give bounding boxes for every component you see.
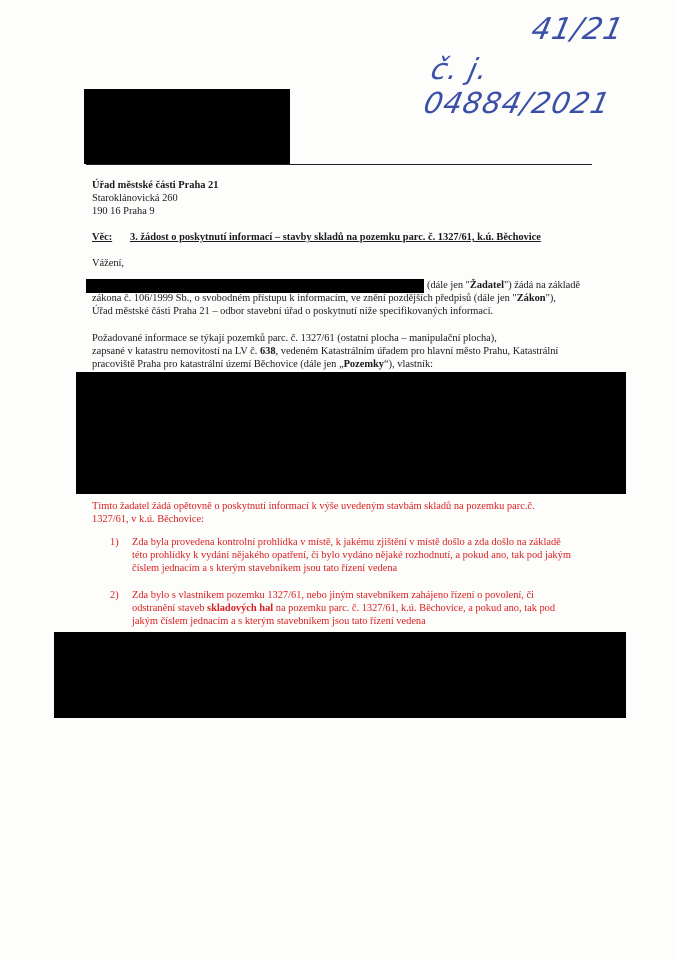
p2-line3-a: pracoviště Praha pro katastrální území Běchovice (dále jen „: [92, 359, 344, 370]
redacted-applicant-name: [86, 279, 424, 293]
request-item-1-line-1: Zda byla provedena kontrolní prohlídka v místě, k jakému zjištění v místě došlo a zda došlo na základě: [132, 537, 561, 548]
salutation: Vážení,: [92, 258, 125, 269]
p1-law-term: Zákon: [516, 293, 546, 304]
paragraph-2-line-1: Požadované informace se týkají pozemků parc. č. 1327/61 (ostatní plocha – manipulační plocha),: [92, 333, 497, 344]
paragraph-1-line-3: Úřad městské části Praha 21 – odbor stavební úřad o poskytnutí níže specifikovaných informací.: [92, 306, 494, 317]
subject-text: 3. žádost o poskytnutí informací – stavby skladů na pozemku parc. č. 1327/61, k.ú. Běchovice: [130, 232, 541, 243]
request-item-1-line-2: této prohlídky k vydání nějakého opatření, či bylo vydáno nějaké rozhodnutí, a pokud ano, tak pod jakým: [132, 550, 571, 561]
request-item-1-number: 1): [110, 537, 119, 548]
header-divider: [86, 164, 592, 165]
item2-warehouse-term: skladových hal: [207, 603, 274, 614]
item2-line2-b: na pozemku parc. č. 1327/61, k.ú. Běchovice, a pokud ano, tak pod: [273, 603, 556, 614]
request-item-1-line-3: číslem jednacím a s kterým stavebníkem jsou tato řízení vedena: [132, 563, 398, 574]
recipient-office: Úřad městské části Praha 21: [92, 180, 219, 191]
paragraph-2-line-3: [92, 359, 433, 372]
paragraph-1-line-1: [427, 280, 580, 293]
recipient-city: 190 16 Praha 9: [92, 206, 155, 217]
paragraph-2-line-2: [92, 346, 558, 359]
request-intro-line-2: 1327/61, v k.ú. Běchovice:: [92, 514, 204, 525]
request-intro-line-1: Tímto žadatel žádá opětovně o poskytnutí informací k výše uvedeným stavbám skladů na pozemku parc.č.: [92, 501, 535, 512]
request-item-2-number: 2): [110, 590, 119, 601]
recipient-street: Staroklánovická 260: [92, 193, 178, 204]
p1-applicant-term: Žadatel: [469, 280, 504, 291]
redacted-owner-block: [76, 372, 626, 494]
p2-lv-number: 638: [259, 346, 276, 357]
p1-tail-a: (dále jen ": [427, 280, 470, 291]
p2-line3-b: “), vlastník:: [383, 359, 434, 370]
p1-line2-a: zákona č. 106/1999 Sb., o svobodném přístupu k informacím, ve znění pozdějších předpisů (dále jen ": [92, 293, 517, 304]
item2-line2-a: odstranění staveb: [132, 603, 208, 614]
paragraph-1-line-2: [92, 293, 556, 306]
request-item-2-line-2: [132, 603, 555, 616]
request-item-2-line-3: jakým číslem jednacím a s kterým stavebníkem jsou tato řízení vedena: [132, 616, 426, 627]
subject-label: Věc:: [92, 232, 113, 243]
p1-tail-b: ") žádá na základě: [503, 280, 581, 291]
redacted-bottom-block: [54, 632, 626, 718]
redacted-sender-block: [84, 89, 290, 164]
p1-line2-b: "),: [545, 293, 556, 304]
p2-line2-b: , vedeném Katastrálním úřadem pro hlavní město Prahu, Katastrální: [275, 346, 559, 357]
handwritten-file-number: 41/21: [528, 12, 628, 47]
p2-plots-term: Pozemky: [343, 359, 384, 370]
p2-line2-a: zapsané v katastru nemovitostí na LV č.: [92, 346, 260, 357]
handwritten-reference-number: č. j. 04884/2021: [420, 52, 614, 120]
request-item-2-line-1: Zda bylo s vlastníkem pozemku 1327/61, nebo jiným stavebníkem zahájeno řízení o povolení, či: [132, 590, 534, 601]
